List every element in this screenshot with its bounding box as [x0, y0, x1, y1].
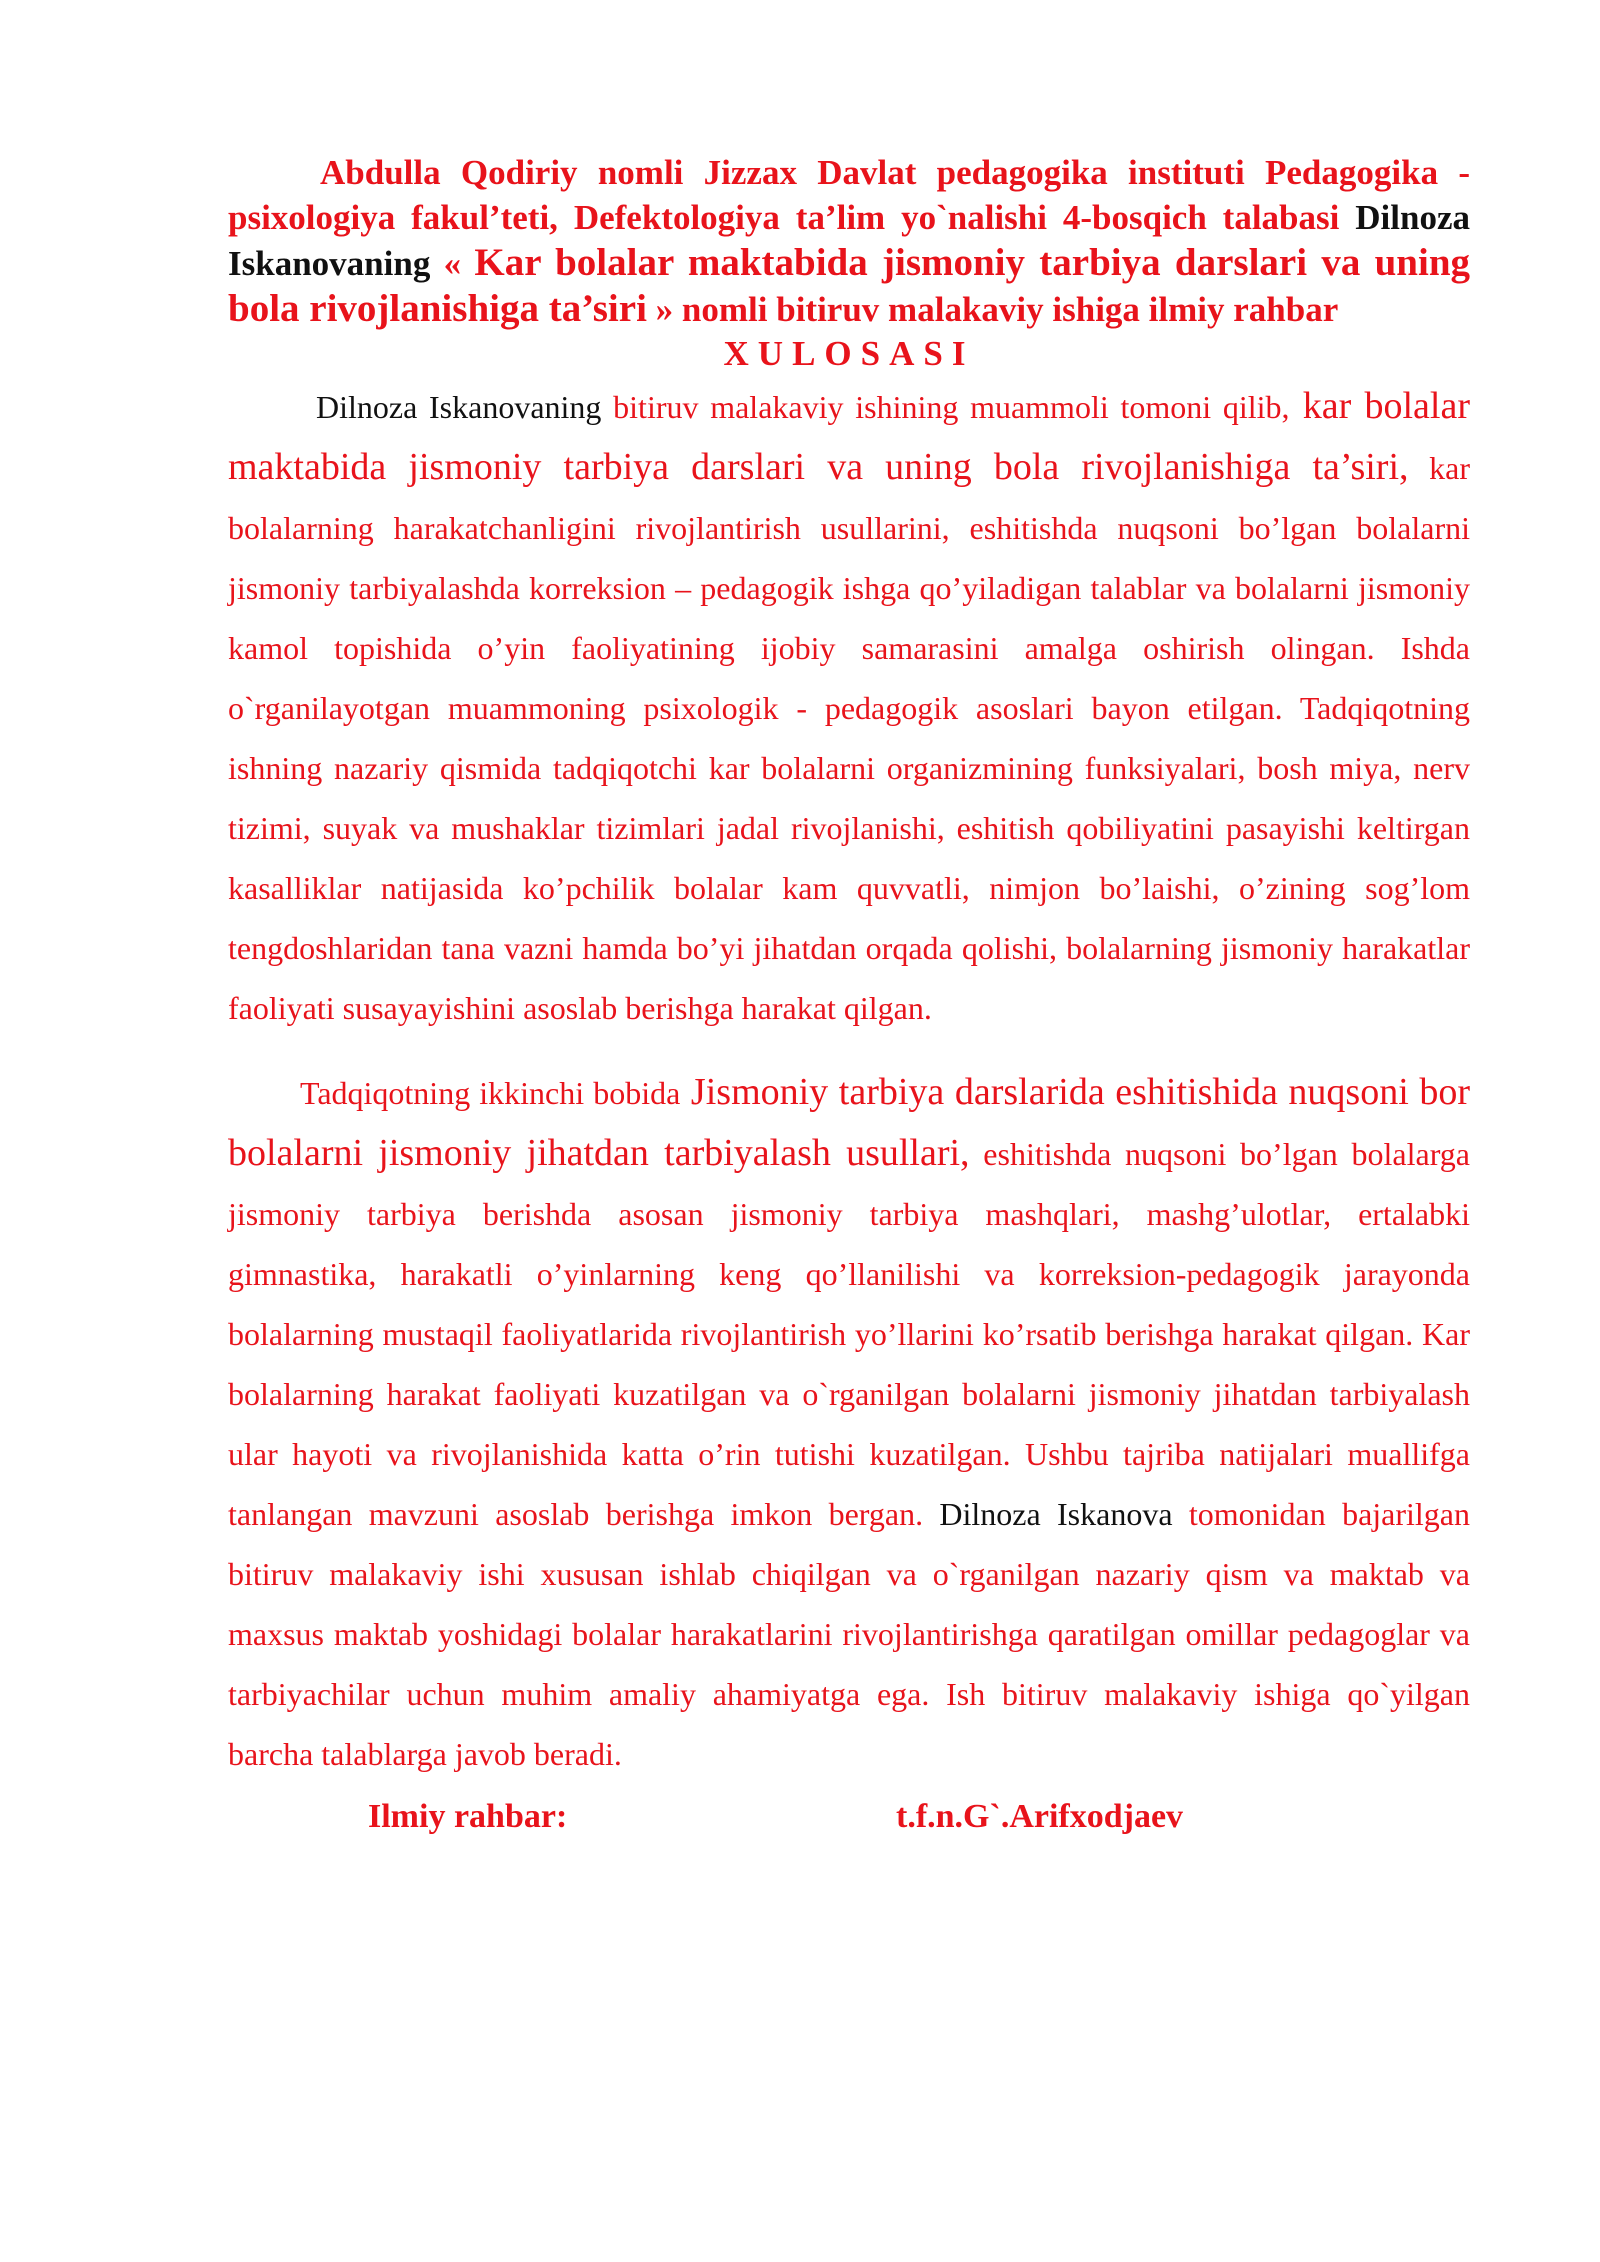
document-title: XULOSASI [723, 334, 975, 373]
paragraph-2-text-c: tomonidan bajarilgan bitiruv malakaviy ishi xususan ishlab chiqilgan va o`rganilgan nazariy qism va maktab va maxsus maktab yoshidagi bolalar harakatlarini rivojlantirishga qaratilgan omillar pedagoglar va tarbiyachilar uchun muhim amaliy ahamiyatga ega. Ish bitiruv malakaviy ishiga qo`yilgan barcha talablarga javob beradi. [228, 1496, 1471, 1772]
signature-block [228, 1798, 1470, 1848]
paragraph-2 [228, 1062, 1470, 1784]
header-tail: » nomli bitiruv malakaviy ishiga ilmiy rahbar [655, 290, 1339, 329]
header-thesis-title: Kar bolalar maktabida jismoniy tarbiya darslari va uning bola rivojlanishiga ta’siri [228, 241, 1471, 330]
paragraph-2-text-a: Tadqiqotning ikkinchi bobida [300, 1075, 681, 1111]
paragraph-1-text-b: kar bolalarning harakatchanligini rivojlantirish usullarini, eshitishda nuqsoni bo’lgan bolalarni jismoniy tarbiyalashda korreksion – pedagogik ishga qo’yiladigan talablar va bolalarni jismoniy kamol topishida o’yin faoliyatining ijobiy samarasini amalga oshirish olingan. Ishda o`rganilayotgan muammoning psixologik - pedagogik asoslari bayon etilgan. Tadqiqotning ishning nazariy qismida tadqiqotchi kar bolalarni organizmining funksiyalari, bosh miya, nerv tizimi, suyak va mushaklar tizimlari jadal rivojlanishi, eshitish qobiliyatini pasayishi keltirgan kasalliklar natijasida ko’pchilik bolalar kam quvvatli, nimjon bo’laishi, o’zining sog’lom tengdoshlaridan tana vazni hamda bo’yi jihatdan orqada qolishi, bolalarning jismoniy harakatlar faoliyati susayayishini asoslab berishga harakat qilgan. [228, 450, 1471, 1026]
header-quote-open: « [443, 244, 462, 283]
signature-label: Ilmiy rahbar: [368, 1798, 568, 1835]
paragraph-1-text-a: bitiruv malakaviy ishining muammoli tomoni qilib, [601, 389, 1290, 425]
paragraph-2-text-b: eshitishda nuqsoni bo’lgan bolalarga jismoniy tarbiya berishda asosan jismoniy tarbiya mashqlari, mashg’ulotlar, ertalabki gimnastika, harakatli o’yinlarning keng qo’llanilishi va korreksion-pedagogik jarayonda bolalarning mustaqil faoliyatlarida rivojlantirish yo’llarini ko’rsatib berishga harakat qilgan. Kar bolalarning harakat faoliyati kuzatilgan va o`rganilgan bolalarni jismoniy jihatdan tarbiyalash ular hayoti va rivojlanishida katta o’rin tutishi kuzatilgan. Ushbu tajriba natijalari muallifga tanlangan mavzuni asoslab berishga imkon bergan. [228, 1136, 1470, 1532]
paragraph-2-topic: Jismoniy tarbiya darslarida eshitishida nuqsoni bor bolalarni jismoniy jihatdan tarbiyalash usullari, [228, 1071, 1470, 1174]
header-institution: Abdulla Qodiriy nomli Jizzax Davlat pedagogika instituti Pedagogika - psixologiya fakul’teti, Defektologiya ta’lim yo`nalishi 4-bosqich talabasi [228, 153, 1470, 237]
paragraph-1-name: Dilnoza Iskanovaning [316, 389, 602, 425]
paragraph-1-topic: kar bolalar maktabida jismoniy tarbiya darslari va uning bola rivojlanishiga ta’siri, [228, 385, 1471, 488]
signature-name: t.f.n.G`.Arifxodjaev [896, 1798, 1184, 1835]
paragraph-1 [228, 376, 1470, 1038]
document-header [228, 150, 1470, 332]
header-student-name: Dilnoza Iskanovaning [228, 198, 1470, 283]
document-content [228, 150, 1470, 1848]
paragraph-2-name: Dilnoza Iskanova [923, 1496, 1173, 1532]
